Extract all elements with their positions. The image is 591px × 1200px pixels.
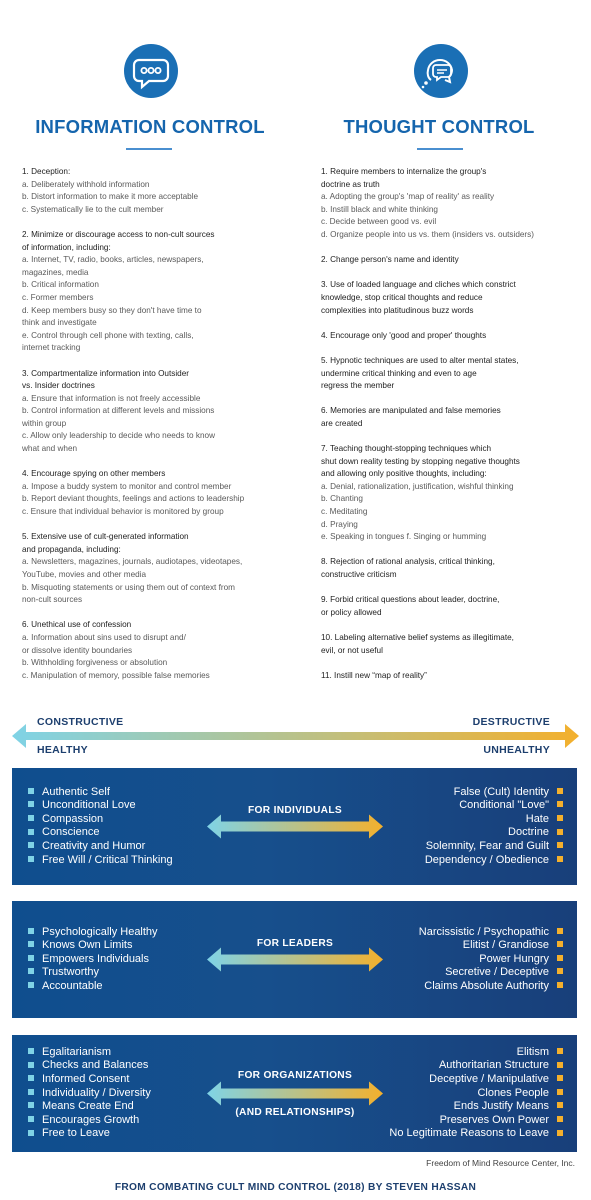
item-sub-line: e. Control through cell phone with texting, calls, — [22, 330, 194, 340]
panel-center — [205, 1035, 385, 1152]
credit-text: Freedom of Mind Resource Center, Inc. — [426, 1158, 575, 1168]
square-bullet-icon — [28, 955, 34, 961]
square-bullet-icon — [557, 1116, 563, 1122]
scale-label-unhealthy: UNHEALTHY — [483, 744, 550, 756]
item-sub-line: a. Ensure that information is not freely accessible — [22, 393, 201, 403]
unhealthy-trait — [425, 826, 563, 840]
title-divider — [417, 148, 463, 150]
trait-label: Compassion — [42, 812, 104, 825]
unhealthy-trait — [389, 1127, 563, 1141]
trait-label: Power Hungry — [479, 952, 549, 965]
item-sub-line: a. Deliberately withhold information — [22, 179, 150, 189]
list-item — [22, 166, 292, 216]
item-sub-line: b. Distort information to make it more acceptable — [22, 192, 199, 202]
item-sub-line: c. Former members — [22, 292, 94, 302]
scale-label-destructive: DESTRUCTIVE — [472, 716, 550, 728]
item-title-line: regress the member — [321, 381, 395, 391]
square-bullet-icon — [557, 815, 563, 821]
item-title-line: 4. Encourage only 'good and proper' thoughts — [321, 330, 487, 340]
trait-label: Doctrine — [508, 826, 549, 839]
list-item — [321, 556, 589, 581]
item-sub-line: YouTube, movies and other media — [22, 570, 147, 579]
list-item — [321, 166, 589, 242]
item-sub-line: e. Speaking in tongues f. Singing or humming — [321, 532, 487, 542]
square-bullet-icon — [557, 941, 563, 947]
panel-center — [205, 901, 385, 1018]
item-title-line: knowledge, stop critical thoughts and reduce — [321, 292, 483, 302]
trait-label: Claims Absolute Authority — [424, 979, 549, 992]
square-bullet-icon — [557, 829, 563, 835]
source-footer: FROM COMBATING CULT MIND CONTROL (2018) BY STEVEN HASSAN — [114, 1182, 477, 1193]
item-title-line: 8. Rejection of rational analysis, critical thinking, — [321, 557, 495, 567]
item-title-line: are created — [321, 418, 363, 428]
trait-label: Conditional "Love" — [459, 799, 549, 812]
item-sub-line: c. Systematically lie to the cult member — [22, 204, 164, 214]
section-title: THOUGHT CONTROL — [343, 116, 535, 137]
square-bullet-icon — [28, 1102, 34, 1108]
trait-label: Checks and Balances — [42, 1059, 149, 1072]
list-item — [22, 368, 292, 456]
square-bullet-icon — [557, 1048, 563, 1054]
unhealthy-traits-list — [425, 786, 563, 868]
square-bullet-icon — [28, 856, 34, 862]
list-item — [321, 279, 589, 317]
item-title-line: or policy allowed — [321, 607, 382, 617]
square-bullet-icon — [557, 968, 563, 974]
square-bullet-icon — [28, 788, 34, 794]
trait-label: Authoritarian Structure — [438, 1059, 549, 1072]
item-title-line: complexities into platitudinous buzz words — [321, 305, 474, 315]
item-sub-line: a. Newsletters, magazines, journals, audiotapes, videotapes, — [22, 557, 243, 567]
item-sub-line: c. Ensure that individual behavior is monitored by group — [22, 507, 224, 517]
trait-label: Dependency / Obedience — [424, 853, 549, 866]
trait-label: Trustworthy — [42, 966, 100, 979]
item-title-line: 2. Minimize or discourage access to non-cult sources — [22, 229, 215, 239]
square-bullet-icon — [557, 1089, 563, 1095]
healthy-traits-list — [28, 1046, 151, 1141]
unhealthy-traits-list — [389, 1046, 563, 1141]
healthy-trait — [28, 1127, 151, 1141]
trait-label: Empowers Individuals — [42, 952, 149, 965]
unhealthy-trait — [389, 1100, 563, 1114]
square-bullet-icon — [28, 842, 34, 848]
healthy-unhealthy-scale — [0, 712, 591, 762]
list-item — [321, 330, 589, 343]
item-sub-line: a. Internet, TV, radio, books, articles, newspapers, — [22, 255, 204, 265]
item-title-line: 9. Forbid critical questions about leader, doctrine, — [321, 595, 500, 605]
trait-label: No Legitimate Reasons to Leave — [389, 1127, 549, 1140]
section-title: INFORMATION CONTROL — [35, 116, 265, 137]
list-item — [22, 531, 292, 607]
item-sub-line: d. Keep members busy so they don't have time to — [22, 305, 202, 315]
double-arrow-icon — [205, 1035, 385, 1152]
item-title-line: 6. Memories are manipulated and false memories — [321, 406, 501, 416]
item-title-line: of information, including: — [22, 242, 111, 252]
double-arrow-shape — [207, 948, 383, 972]
healthy-trait — [28, 854, 173, 868]
healthy-trait — [28, 1059, 151, 1073]
list-item — [321, 254, 589, 267]
trait-label: Deceptive / Manipulative — [429, 1073, 549, 1086]
square-bullet-icon — [557, 1130, 563, 1136]
square-bullet-icon — [28, 982, 34, 988]
healthy-trait — [28, 786, 173, 800]
panel-individuals — [12, 768, 577, 885]
panel-center — [205, 768, 385, 885]
square-bullet-icon — [28, 941, 34, 947]
list-item — [321, 443, 589, 544]
item-sub-line: b. Critical information — [22, 280, 99, 290]
unhealthy-traits-list — [419, 926, 563, 994]
item-sub-line: c. Meditating — [321, 507, 368, 517]
item-sub-line: internet tracking — [22, 343, 81, 353]
item-sub-line: a. Denial, rationalization, justification, wishful thinking — [321, 481, 514, 491]
healthy-trait — [28, 980, 158, 994]
unhealthy-trait — [425, 840, 563, 854]
unhealthy-trait — [419, 939, 563, 953]
list-item — [321, 405, 589, 430]
trait-label: Elitism — [516, 1045, 549, 1058]
unhealthy-trait — [419, 980, 563, 994]
item-title-line: 6. Unethical use of confession — [22, 620, 132, 630]
unhealthy-trait — [389, 1114, 563, 1128]
trait-label: Ends Justify Means — [453, 1100, 549, 1113]
item-title-line: 1. Require members to internalize the group's — [321, 167, 487, 176]
item-sub-line: b. Withholding forgiveness or absolution — [22, 658, 168, 668]
speech-bubble-dots-icon — [124, 44, 178, 98]
panel-heading-sub: (AND RELATIONSHIPS) — [235, 1106, 355, 1118]
list-item — [22, 468, 292, 518]
item-sub-line: b. Chanting — [321, 494, 363, 504]
item-title-line: 11. Instill new “map of reality” — [321, 670, 427, 680]
title-divider — [126, 148, 172, 150]
item-title-line: and allowing only positive thoughts, including: — [321, 469, 487, 479]
square-bullet-icon — [557, 801, 563, 807]
healthy-traits-list — [28, 786, 173, 868]
trait-label: Encourages Growth — [42, 1113, 140, 1126]
square-bullet-icon — [28, 1048, 34, 1054]
trait-label: Knows Own Limits — [42, 939, 133, 952]
item-sub-line: or dissolve identity boundaries — [22, 645, 133, 655]
item-sub-line: within group — [22, 418, 67, 428]
healthy-traits-list — [28, 926, 158, 994]
square-bullet-icon — [28, 1130, 34, 1136]
unhealthy-trait — [389, 1046, 563, 1060]
item-sub-line: c. Allow only leadership to decide who needs to know — [22, 431, 215, 441]
scale-label-constructive: CONSTRUCTIVE — [37, 716, 124, 728]
square-bullet-icon — [28, 1075, 34, 1081]
list-item — [321, 670, 589, 683]
item-title-line: 4. Encourage spying on other members — [22, 469, 166, 479]
healthy-trait — [28, 1046, 151, 1060]
trait-label: Narcissistic / Psychopathic — [418, 925, 549, 938]
item-sub-line: c. Manipulation of memory, possible false memories — [22, 670, 210, 680]
square-bullet-icon — [28, 968, 34, 974]
unhealthy-trait — [389, 1087, 563, 1101]
item-title-line: constructive criticism — [321, 570, 397, 579]
double-arrow-icon — [205, 901, 385, 1018]
item-title-line: 3. Use of loaded language and cliches which constrict — [321, 280, 516, 290]
item-sub-line: b. Instill black and white thinking — [321, 204, 438, 214]
square-bullet-icon — [28, 1116, 34, 1122]
healthy-trait — [28, 799, 173, 813]
item-title-line: 2. Change person's name and identity — [321, 255, 459, 265]
item-title-line: evil, or not useful — [321, 645, 383, 655]
square-bullet-icon — [557, 955, 563, 961]
square-bullet-icon — [557, 788, 563, 794]
trait-label: Informed Consent — [42, 1073, 130, 1086]
square-bullet-icon — [28, 1062, 34, 1068]
list-item — [22, 619, 292, 682]
trait-label: Solemnity, Fear and Guilt — [425, 840, 549, 853]
trait-label: Clones People — [477, 1086, 549, 1099]
information-control-list — [22, 166, 292, 695]
healthy-trait — [28, 926, 158, 940]
item-title-line: shut down reality testing by stopping negative thoughts — [321, 456, 520, 466]
unhealthy-trait — [389, 1073, 563, 1087]
unhealthy-trait — [425, 813, 563, 827]
healthy-trait — [28, 1073, 151, 1087]
double-arrow-shape — [207, 1082, 383, 1106]
healthy-trait — [28, 840, 173, 854]
item-title-line: 3. Compartmentalize information into Outsider — [22, 368, 190, 378]
square-bullet-icon — [557, 1102, 563, 1108]
panel-heading: FOR INDIVIDUALS — [248, 804, 342, 816]
healthy-trait — [28, 813, 173, 827]
item-sub-line: a. Information about sins used to disrupt and/ — [22, 632, 186, 642]
unhealthy-trait — [425, 799, 563, 813]
square-bullet-icon — [557, 1075, 563, 1081]
item-title-line: 1. Deception: — [22, 167, 71, 176]
square-bullet-icon — [557, 1062, 563, 1068]
square-bullet-icon — [28, 1089, 34, 1095]
trait-label: Unconditional Love — [42, 799, 136, 812]
unhealthy-trait — [419, 953, 563, 967]
square-bullet-icon — [28, 928, 34, 934]
panel-heading: FOR ORGANIZATIONS — [237, 1069, 353, 1081]
trait-label: Means Create End — [42, 1100, 134, 1113]
scale-label-healthy: HEALTHY — [37, 744, 88, 756]
item-title-line: undermine critical thinking and even to age — [321, 368, 477, 378]
item-sub-line: what and when — [22, 444, 78, 454]
unhealthy-trait — [419, 966, 563, 980]
unhealthy-trait — [425, 786, 563, 800]
panel-heading: FOR LEADERS — [256, 937, 334, 949]
trait-label: False (Cult) Identity — [453, 785, 549, 798]
item-sub-line: d. Organize people into us vs. them (insiders vs. outsiders) — [321, 229, 534, 239]
head-thought-bubble-icon — [414, 44, 468, 98]
list-item — [321, 632, 589, 657]
healthy-trait — [28, 1100, 151, 1114]
double-arrow-shape — [207, 815, 383, 839]
item-sub-line: a. Impose a buddy system to monitor and control member — [22, 481, 232, 491]
item-sub-line: non-cult sources — [22, 595, 83, 605]
item-sub-line: b. Misquoting statements or using them out of context from — [22, 582, 235, 592]
item-sub-line: b. Control information at different levels and missions — [22, 406, 215, 416]
healthy-trait — [28, 826, 173, 840]
trait-label: Individuality / Diversity — [42, 1086, 151, 1099]
item-title-line: doctrine as truth — [321, 179, 380, 189]
item-title-line: 7. Teaching thought-stopping techniques which — [321, 444, 492, 454]
trait-label: Egalitarianism — [42, 1045, 112, 1058]
double-arrow-icon — [205, 768, 385, 885]
healthy-trait — [28, 939, 158, 953]
trait-label: Preserves Own Power — [439, 1113, 549, 1126]
item-sub-line: a. Adopting the group's 'map of reality' as reality — [321, 192, 495, 202]
square-bullet-icon — [28, 801, 34, 807]
panel-organizations — [12, 1035, 577, 1152]
trait-label: Hate — [525, 812, 549, 825]
item-sub-line: d. Praying — [321, 519, 358, 529]
panel-leaders — [12, 901, 577, 1018]
thought-control-list — [321, 166, 589, 695]
unhealthy-trait — [419, 926, 563, 940]
item-title-line: 5. Hypnotic techniques are used to alter mental states, — [321, 355, 519, 365]
healthy-trait — [28, 953, 158, 967]
item-sub-line: magazines, media — [22, 267, 89, 277]
trait-label: Secretive / Deceptive — [445, 966, 549, 979]
healthy-trait — [28, 1087, 151, 1101]
unhealthy-trait — [389, 1059, 563, 1073]
trait-label: Accountable — [42, 979, 103, 992]
square-bullet-icon — [557, 982, 563, 988]
trait-label: Free to Leave — [42, 1127, 110, 1140]
trait-label: Elitist / Grandiose — [462, 939, 549, 952]
trait-label: Psychologically Healthy — [42, 925, 158, 938]
list-item — [321, 594, 589, 619]
item-title-line: and propaganda, including: — [22, 544, 121, 554]
trait-label: Creativity and Humor — [42, 840, 146, 853]
trait-label: Conscience — [42, 826, 100, 839]
unhealthy-trait — [425, 854, 563, 868]
gradient-double-arrow — [0, 712, 591, 762]
item-sub-line: b. Report deviant thoughts, feelings and actions to leadership — [22, 494, 245, 504]
trait-label: Free Will / Critical Thinking — [42, 853, 173, 866]
list-item — [22, 229, 292, 355]
healthy-trait — [28, 1114, 151, 1128]
square-bullet-icon — [28, 829, 34, 835]
square-bullet-icon — [557, 928, 563, 934]
square-bullet-icon — [28, 815, 34, 821]
item-sub-line: c. Decide between good vs. evil — [321, 217, 437, 227]
item-title-line: 10. Labeling alternative belief systems as illegitimate, — [321, 632, 514, 642]
healthy-trait — [28, 966, 158, 980]
square-bullet-icon — [557, 856, 563, 862]
trait-label: Authentic Self — [42, 785, 110, 798]
item-title-line: 5. Extensive use of cult-generated information — [22, 532, 189, 542]
item-sub-line: think and investigate — [22, 318, 97, 328]
item-title-line: vs. Insider doctrines — [22, 381, 95, 391]
square-bullet-icon — [557, 842, 563, 848]
list-item — [321, 355, 589, 393]
